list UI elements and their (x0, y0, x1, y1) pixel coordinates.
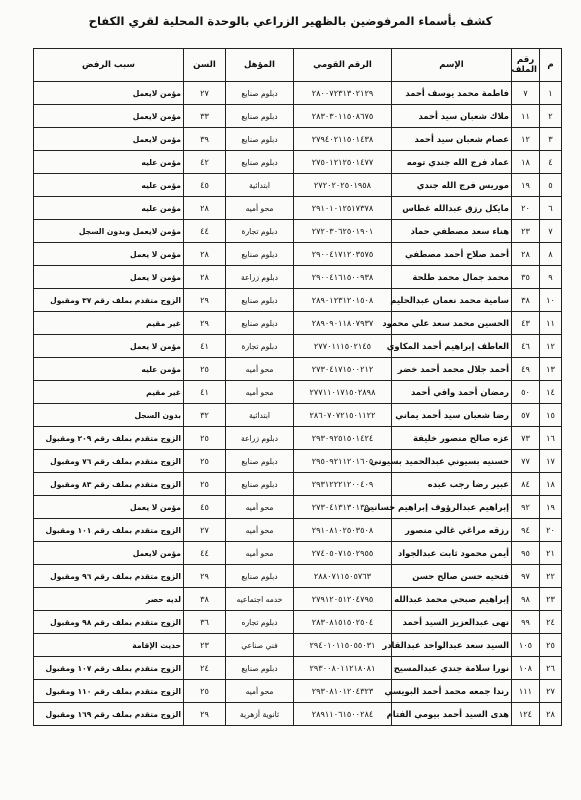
cell-name: رضا شعبان سيد أحمد يماني (392, 404, 512, 427)
cell-serial: ١١ (540, 312, 562, 335)
table-row (34, 312, 562, 335)
cell-qualification: محو أميه (226, 197, 294, 220)
table-row (34, 358, 562, 381)
cell-national-id: ٢٨٩١١٠٦١٥٠٠٢٨٤ (294, 703, 392, 726)
cell-name: فاطمة محمد يوسف أحمد (392, 82, 512, 105)
cell-age: ٤١ (184, 381, 226, 404)
cell-serial: ١٢ (540, 335, 562, 358)
cell-reason: الزوج متقدم بملف رقم ٣٧ ومقبول (34, 289, 184, 312)
cell-national-id: ٢٧٢٠٣٠٦٢٥٠١٩٠١ (294, 220, 392, 243)
cell-name: السيد سعد عبدالواحد عبدالقادر (392, 634, 512, 657)
cell-national-id: ٢٩٣٠٨١٠١٢٠٤٣٢٣ (294, 680, 392, 703)
cell-serial: ١٧ (540, 450, 562, 473)
cell-age: ٢٥ (184, 358, 226, 381)
cell-file-no: ٢٨ (512, 243, 540, 266)
cell-serial: ٢٦ (540, 657, 562, 680)
table-row (34, 82, 562, 105)
cell-age: ٤١ (184, 335, 226, 358)
cell-qualification: دبلوم صنايع (226, 151, 294, 174)
table-row (34, 151, 562, 174)
cell-serial: ١٣ (540, 358, 562, 381)
cell-serial: ٢١ (540, 542, 562, 565)
table-header-row (34, 49, 562, 82)
table-row (34, 105, 562, 128)
cell-serial: ٢٨ (540, 703, 562, 726)
cell-serial: ٢ (540, 105, 562, 128)
cell-reason: مؤمن لايعمل وبدون السجل (34, 220, 184, 243)
cell-qualification: دبلوم تجارة (226, 220, 294, 243)
cell-qualification: ابتدائية (226, 174, 294, 197)
cell-qualification: محو أميه (226, 358, 294, 381)
table-row (34, 680, 562, 703)
cell-age: ٤٥ (184, 174, 226, 197)
cell-age: ٢٨ (184, 243, 226, 266)
cell-name: سامية محمد نعمان عبدالحليم (392, 289, 512, 312)
table-row (34, 473, 562, 496)
cell-file-no: ٣٥ (512, 266, 540, 289)
cell-reason: مؤمن عليه (34, 174, 184, 197)
header-file-no: رقم الملف (512, 49, 540, 82)
cell-national-id: ٢٩١٠٨١٠٢٥٠٣٥٠٨ (294, 519, 392, 542)
cell-file-no: ٢٠ (512, 197, 540, 220)
cell-file-no: ٧٣ (512, 427, 540, 450)
cell-qualification: دبلوم صنايع (226, 128, 294, 151)
cell-name: العاطف إبراهيم أحمد المكاوي (392, 335, 512, 358)
cell-name: إبراهيم صبحي محمد عبدالله (392, 588, 512, 611)
cell-name: الحسين محمد سعد علي محمود (392, 312, 512, 335)
header-reason: سبب الرفض (34, 49, 184, 82)
cell-age: ٣٦ (184, 611, 226, 634)
table-row (34, 657, 562, 680)
table-row (34, 266, 562, 289)
cell-name: عماد فرج الله جندي تومه (392, 151, 512, 174)
cell-age: ٣٢ (184, 404, 226, 427)
cell-serial: ٧ (540, 220, 562, 243)
cell-qualification: خدمه اجتماعيه (226, 588, 294, 611)
cell-serial: ١٨ (540, 473, 562, 496)
cell-name: عزه صالح منصور خليفة (392, 427, 512, 450)
cell-reason: الزوج متقدم بملف رقم ١٠٧ ومقبول (34, 657, 184, 680)
cell-national-id: ٢٧٢٠٢٠٢٥٠١٩٥٨ (294, 174, 392, 197)
table-row (34, 197, 562, 220)
cell-file-no: ٩٥ (512, 542, 540, 565)
cell-file-no: ٧ (512, 82, 540, 105)
table-row (34, 703, 562, 726)
cell-serial: ١٤ (540, 381, 562, 404)
cell-serial: ٢٥ (540, 634, 562, 657)
cell-file-no: ٢٣ (512, 220, 540, 243)
cell-age: ٣٩ (184, 128, 226, 151)
cell-age: ٤٤ (184, 542, 226, 565)
cell-age: ٤٤ (184, 220, 226, 243)
cell-reason: مؤمن لايعمل (34, 542, 184, 565)
cell-qualification: فني صناعي (226, 634, 294, 657)
cell-national-id: ٢٩٣٠٠٨٠١١٢١٨٠٨١ (294, 657, 392, 680)
cell-national-id: ٢٨٦٠٧٠٧٢١٥٠١١٢٢ (294, 404, 392, 427)
cell-name: أيمن محمود ثابت عبدالجواد (392, 542, 512, 565)
cell-serial: ٢٧ (540, 680, 562, 703)
cell-file-no: ١٠٥ (512, 634, 540, 657)
cell-name: رزقه مراغي غالي منصور (392, 519, 512, 542)
cell-name: عصام شعبان سيد أحمد (392, 128, 512, 151)
cell-reason: غير مقيم (34, 381, 184, 404)
cell-name: محمد جمال محمد طلحة (392, 266, 512, 289)
cell-national-id: ٢٨٨٠٧١١٥٠٥٧٦٣ (294, 565, 392, 588)
cell-qualification: محو أميه (226, 542, 294, 565)
cell-qualification: دبلوم تجارة (226, 335, 294, 358)
cell-national-id: ٢٩٥٠٩٢١١٢٠١٦٠٥ (294, 450, 392, 473)
cell-reason: مؤمن لا يعمل (34, 335, 184, 358)
cell-reason: الزوج متقدم بملف رقم ١٦٩ ومقبول (34, 703, 184, 726)
cell-reason: الزوج متقدم بملف رقم ٩٦ ومقبول (34, 565, 184, 588)
table-row (34, 220, 562, 243)
cell-file-no: ٤٩ (512, 358, 540, 381)
cell-national-id: ٢٧٣٠٤١٧١٥٠٠٢١٢ (294, 358, 392, 381)
cell-serial: ٩ (540, 266, 562, 289)
table-row (34, 289, 562, 312)
table-row (34, 174, 562, 197)
cell-qualification: دبلوم صنايع (226, 565, 294, 588)
cell-national-id: ٢٨٩٠٩٠١١٨٠٧٩٣٧ (294, 312, 392, 335)
cell-reason: مؤمن لا يعمل (34, 266, 184, 289)
cell-reason: الزوج متقدم بملف رقم ٧٦ ومقبول (34, 450, 184, 473)
cell-name: ملاك شعبان سيد أحمد (392, 105, 512, 128)
table-row (34, 565, 562, 588)
cell-file-no: ١٢ (512, 128, 540, 151)
cell-qualification: دبلوم تجاره (226, 611, 294, 634)
cell-qualification: دبلوم صنايع (226, 657, 294, 680)
cell-serial: ١٠ (540, 289, 562, 312)
cell-file-no: ٥٠ (512, 381, 540, 404)
cell-file-no: ٩٢ (512, 496, 540, 519)
cell-reason: الزوج متقدم بملف رقم ١٠١ ومقبول (34, 519, 184, 542)
cell-name: رمضان أحمد وافي أحمد (392, 381, 512, 404)
cell-qualification: محو أميه (226, 381, 294, 404)
header-name: الإسم (392, 49, 512, 82)
cell-national-id: ٢٧٣٠٤١٣١٣٠١٣٥٠ (294, 496, 392, 519)
cell-qualification: دبلوم صنايع (226, 243, 294, 266)
cell-file-no: ٩٤ (512, 519, 540, 542)
table-row (34, 404, 562, 427)
cell-name: رندا جمعه محمد أحمد البويسي (392, 680, 512, 703)
cell-qualification: دبلوم صنايع (226, 450, 294, 473)
cell-age: ٢٤ (184, 657, 226, 680)
cell-age: ٢٨ (184, 266, 226, 289)
cell-age: ٢٨ (184, 197, 226, 220)
cell-age: ٢٣ (184, 634, 226, 657)
cell-file-no: ٤٦ (512, 335, 540, 358)
cell-file-no: ١٠٨ (512, 657, 540, 680)
table-body (34, 82, 562, 726)
cell-age: ٤٢ (184, 151, 226, 174)
table-row (34, 634, 562, 657)
cell-qualification: دبلوم صنايع (226, 105, 294, 128)
cell-file-no: ١٨ (512, 151, 540, 174)
cell-serial: ٢٤ (540, 611, 562, 634)
cell-reason: بدون السجل (34, 404, 184, 427)
cell-file-no: ١١١ (512, 680, 540, 703)
table-row (34, 519, 562, 542)
cell-file-no: ٩٩ (512, 611, 540, 634)
cell-qualification: دبلوم زراعة (226, 427, 294, 450)
cell-age: ٢٩ (184, 565, 226, 588)
cell-reason: الزوج متقدم بملف رقم ٩٨ ومقبول (34, 611, 184, 634)
cell-reason: مؤمن لايعمل (34, 128, 184, 151)
cell-national-id: ٢٧٧١١٠١٧١٥٠٢٨٩٨ (294, 381, 392, 404)
cell-name: أحمد جلال محمد أحمد خضر (392, 358, 512, 381)
cell-file-no: ١٩ (512, 174, 540, 197)
header-national-id: الرقم القومي (294, 49, 392, 82)
cell-reason: مؤمن لا يعمل (34, 496, 184, 519)
cell-serial: ١٩ (540, 496, 562, 519)
cell-name: هناء سعد مصطفي حماد (392, 220, 512, 243)
cell-national-id: ٢٧٩٤٠٢١١٥٠١٤٣٨ (294, 128, 392, 151)
table-row (34, 335, 562, 358)
cell-name: مايكل رزق عبدالله غطاس (392, 197, 512, 220)
header-qualification: المؤهل (226, 49, 294, 82)
cell-national-id: ٢٨٩٠١٢٣١٢٠١٥٠٨ (294, 289, 392, 312)
cell-name: عبير رضا رجب عبده (392, 473, 512, 496)
cell-qualification: محو أميه (226, 496, 294, 519)
cell-file-no: ٩٨ (512, 588, 540, 611)
cell-age: ٣٣ (184, 105, 226, 128)
cell-qualification: محو أميه (226, 519, 294, 542)
rejected-list-table (33, 48, 562, 726)
cell-age: ٢٧ (184, 82, 226, 105)
cell-qualification: محو أميه (226, 680, 294, 703)
cell-age: ٢٧ (184, 519, 226, 542)
cell-serial: ٢٣ (540, 588, 562, 611)
cell-age: ٢٥ (184, 680, 226, 703)
table-row (34, 450, 562, 473)
cell-file-no: ٤٣ (512, 312, 540, 335)
cell-name: موريس فرج الله جندي (392, 174, 512, 197)
cell-file-no: ٣٨ (512, 289, 540, 312)
cell-reason: لديه حصر (34, 588, 184, 611)
cell-serial: ٢٢ (540, 565, 562, 588)
cell-national-id: ٢٩٠٠٤١٦١٥٠٠٩٣٨ (294, 266, 392, 289)
table-row (34, 243, 562, 266)
cell-reason: مؤمن لايعمل (34, 82, 184, 105)
cell-file-no: ٨٤ (512, 473, 540, 496)
table-row (34, 381, 562, 404)
cell-age: ٢٩ (184, 703, 226, 726)
cell-file-no: ١١ (512, 105, 540, 128)
cell-reason: الزوج متقدم بملف رقم ٢٠٩ ومقبول (34, 427, 184, 450)
cell-age: ٢٩ (184, 289, 226, 312)
table-row (34, 588, 562, 611)
table-row (34, 496, 562, 519)
header-m: م (540, 49, 562, 82)
cell-name: نورا سلامة جندي عبدالمسيح (392, 657, 512, 680)
cell-qualification: ثانوية أزهرية (226, 703, 294, 726)
cell-reason: مؤمن عليه (34, 358, 184, 381)
cell-file-no: ١٢٤ (512, 703, 540, 726)
cell-serial: ١ (540, 82, 562, 105)
cell-national-id: ٢٩٣٠٩٢٥١٥٠١٤٢٤ (294, 427, 392, 450)
cell-serial: ٥ (540, 174, 562, 197)
cell-name: نهى عبدالعزيز السيد أحمد (392, 611, 512, 634)
cell-national-id: ٢٩٣١٢٢٢١٢٠٠٤٠٩ (294, 473, 392, 496)
cell-age: ٢٥ (184, 450, 226, 473)
cell-reason: حديث الإقامة (34, 634, 184, 657)
page-title: كشف بأسماء المرفوضين بالظهير الزراعي بالوحدة المحلية لقري الكفاح (88, 14, 493, 28)
cell-national-id: ٢٧٧٠١١١٥٠٢١٤٥ (294, 335, 392, 358)
table-row (34, 611, 562, 634)
table-row (34, 128, 562, 151)
cell-national-id: ٢٨٠٠٧٢٣١٣٠٢١٢٩ (294, 82, 392, 105)
cell-name: إبراهيم عبدالرؤوف إبراهيم حسانين (392, 496, 512, 519)
cell-qualification: دبلوم صنايع (226, 82, 294, 105)
cell-national-id: ٢٧٩١٢٠٥١٢٠٤٧٩٥ (294, 588, 392, 611)
header-age: السن (184, 49, 226, 82)
cell-serial: ١٥ (540, 404, 562, 427)
cell-reason: غير مقيم (34, 312, 184, 335)
cell-age: ٤٥ (184, 496, 226, 519)
table-row (34, 542, 562, 565)
cell-name: أحمد صلاح أحمد مصطفي (392, 243, 512, 266)
cell-national-id: ٢٧٥٠١٢١٢٥٠١٤٧٧ (294, 151, 392, 174)
cell-age: ٢٩ (184, 312, 226, 335)
cell-national-id: ٢٩١٠١٠١٢٥١٧٣٧٨ (294, 197, 392, 220)
cell-qualification: دبلوم صنايع (226, 312, 294, 335)
cell-serial: ٣ (540, 128, 562, 151)
cell-qualification: ابتدائية (226, 404, 294, 427)
cell-name: هدى السيد أحمد بيومي الفتام (392, 703, 512, 726)
cell-serial: ١٦ (540, 427, 562, 450)
table-row (34, 427, 562, 450)
cell-age: ٢٥ (184, 473, 226, 496)
cell-qualification: دبلوم صنايع (226, 473, 294, 496)
cell-reason: الزوج متقدم بملف رقم ١١٠ ومقبول (34, 680, 184, 703)
cell-national-id: ٢٧٤٠٥٠٧١٥٠٢٩٥٥ (294, 542, 392, 565)
cell-reason: مؤمن عليه (34, 197, 184, 220)
cell-national-id: ٢٨٣٠٨١٥١٥٠٢٥٠٤ (294, 611, 392, 634)
cell-name: حسنيه بسيوني عبدالحميد بسيوني (392, 450, 512, 473)
cell-serial: ٦ (540, 197, 562, 220)
cell-national-id: ٢٨٣٠٣٠١١٥٠٨٦٧٥ (294, 105, 392, 128)
cell-file-no: ٩٧ (512, 565, 540, 588)
cell-reason: مؤمن لايعمل (34, 105, 184, 128)
cell-file-no: ٧٧ (512, 450, 540, 473)
cell-qualification: دبلوم زراعة (226, 266, 294, 289)
cell-reason: مؤمن عليه (34, 151, 184, 174)
cell-national-id: ٢٩٤٠١٠١١٥٠٥٥٠٣١ (294, 634, 392, 657)
cell-serial: ٢٠ (540, 519, 562, 542)
cell-name: فتحيه حسن صالح حسن (392, 565, 512, 588)
cell-reason: مؤمن لا يعمل (34, 243, 184, 266)
cell-age: ٣٨ (184, 588, 226, 611)
cell-serial: ٤ (540, 151, 562, 174)
cell-national-id: ٢٩٠٠٤١٧١٢٠٣٥٧٥ (294, 243, 392, 266)
cell-qualification: دبلوم صنايع (226, 289, 294, 312)
cell-file-no: ٥٧ (512, 404, 540, 427)
cell-reason: الزوج متقدم بملف رقم ٨٣ ومقبول (34, 473, 184, 496)
cell-age: ٢٥ (184, 427, 226, 450)
cell-serial: ٨ (540, 243, 562, 266)
